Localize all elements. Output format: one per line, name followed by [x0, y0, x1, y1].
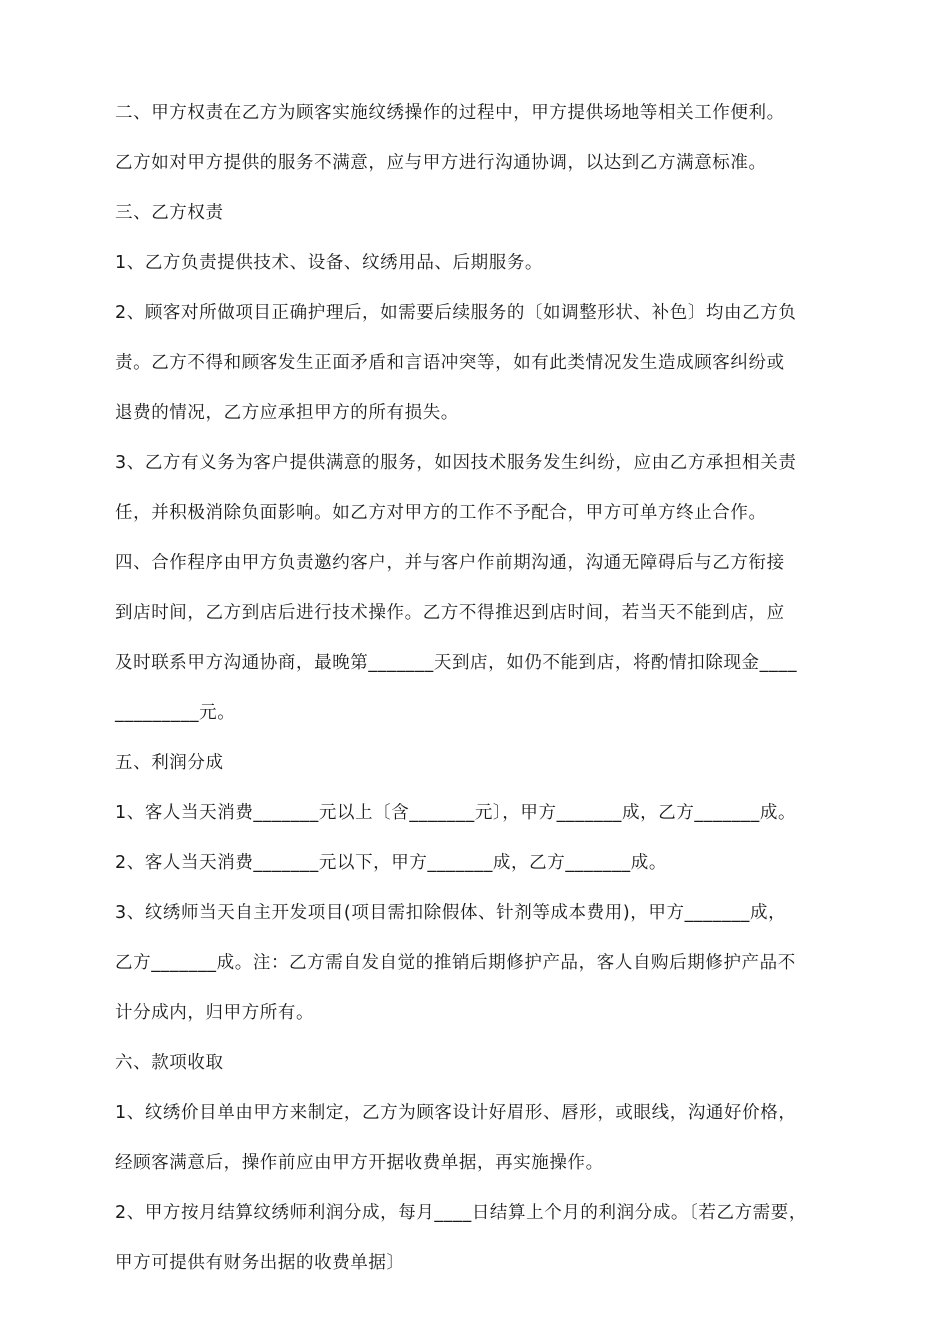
text-line: 经顾客满意后，操作前应由甲方开据收费单据，再实施操作。: [115, 1153, 604, 1173]
text-line: 二、甲方权责在乙方为顾客实施纹绣操作的过程中，甲方提供场地等相关工作便利。: [115, 103, 785, 123]
text-line: 1、客人当天消费_______元以上〔含_______元〕，甲方_______成，乙方_______成。: [115, 803, 797, 823]
text-line: _________元。: [115, 703, 236, 723]
text-line: 任，并积极消除负面影响。如乙方对甲方的工作不予配合，甲方可单方终止合作。: [115, 503, 767, 523]
text-line: 2、顾客对所做项目正确护理后，如需要后续服务的〔如调整形状、补色〕均由乙方负: [115, 303, 797, 323]
text-line: 2、甲方按月结算纹绣师利润分成，每月____日结算上个月的利润分成。〔若乙方需要，: [115, 1203, 807, 1223]
text-line: 退费的情况，乙方应承担甲方的所有损失。: [115, 403, 459, 423]
text-line: 计分成内，归甲方所有。: [115, 1003, 315, 1023]
section-heading: 五、利润分成: [115, 753, 224, 773]
text-line: 1、纹绣价目单由甲方来制定，乙方为顾客设计好眉形、唇形，或眼线，沟通好价格，: [115, 1103, 797, 1123]
text-line: 2、客人当天消费_______元以下，甲方_______成，乙方_______成。: [115, 853, 667, 873]
section-heading: 三、乙方权责: [115, 203, 224, 223]
text-line: 到店时间，乙方到店后进行技术操作。乙方不得推迟到店时间，若当天不能到店，应: [115, 603, 785, 623]
text-line: 甲方可提供有财务出据的收费单据〕: [115, 1253, 405, 1273]
text-line: 3、乙方有义务为客户提供满意的服务，如因技术服务发生纠纷，应由乙方承担相关责: [115, 453, 797, 473]
text-line: 乙方如对甲方提供的服务不满意，应与甲方进行沟通协调，以达到乙方满意标准。: [115, 153, 767, 173]
text-line: 责。乙方不得和顾客发生正面矛盾和言语冲突等，如有此类情况发生造成顾客纠纷或: [115, 353, 785, 373]
section-heading: 六、款项收取: [115, 1053, 224, 1073]
text-line: 及时联系甲方沟通协商，最晚第_______天到店，如仍不能到店，将酌情扣除现金____: [115, 653, 798, 673]
text-line: 乙方_______成。注：乙方需自发自觉的推销后期修护产品，客人自购后期修护产品不: [115, 953, 796, 973]
text-line: 3、纹绣师当天自主开发项目(项目需扣除假体、针剂等成本费用)，甲方_______成，: [115, 903, 787, 923]
text-line: 1、乙方负责提供技术、设备、纹绣用品、后期服务。: [115, 253, 544, 273]
section-heading: 四、合作程序由甲方负责邀约客户，并与客户作前期沟通，沟通无障碍后与乙方衔接: [115, 553, 785, 573]
